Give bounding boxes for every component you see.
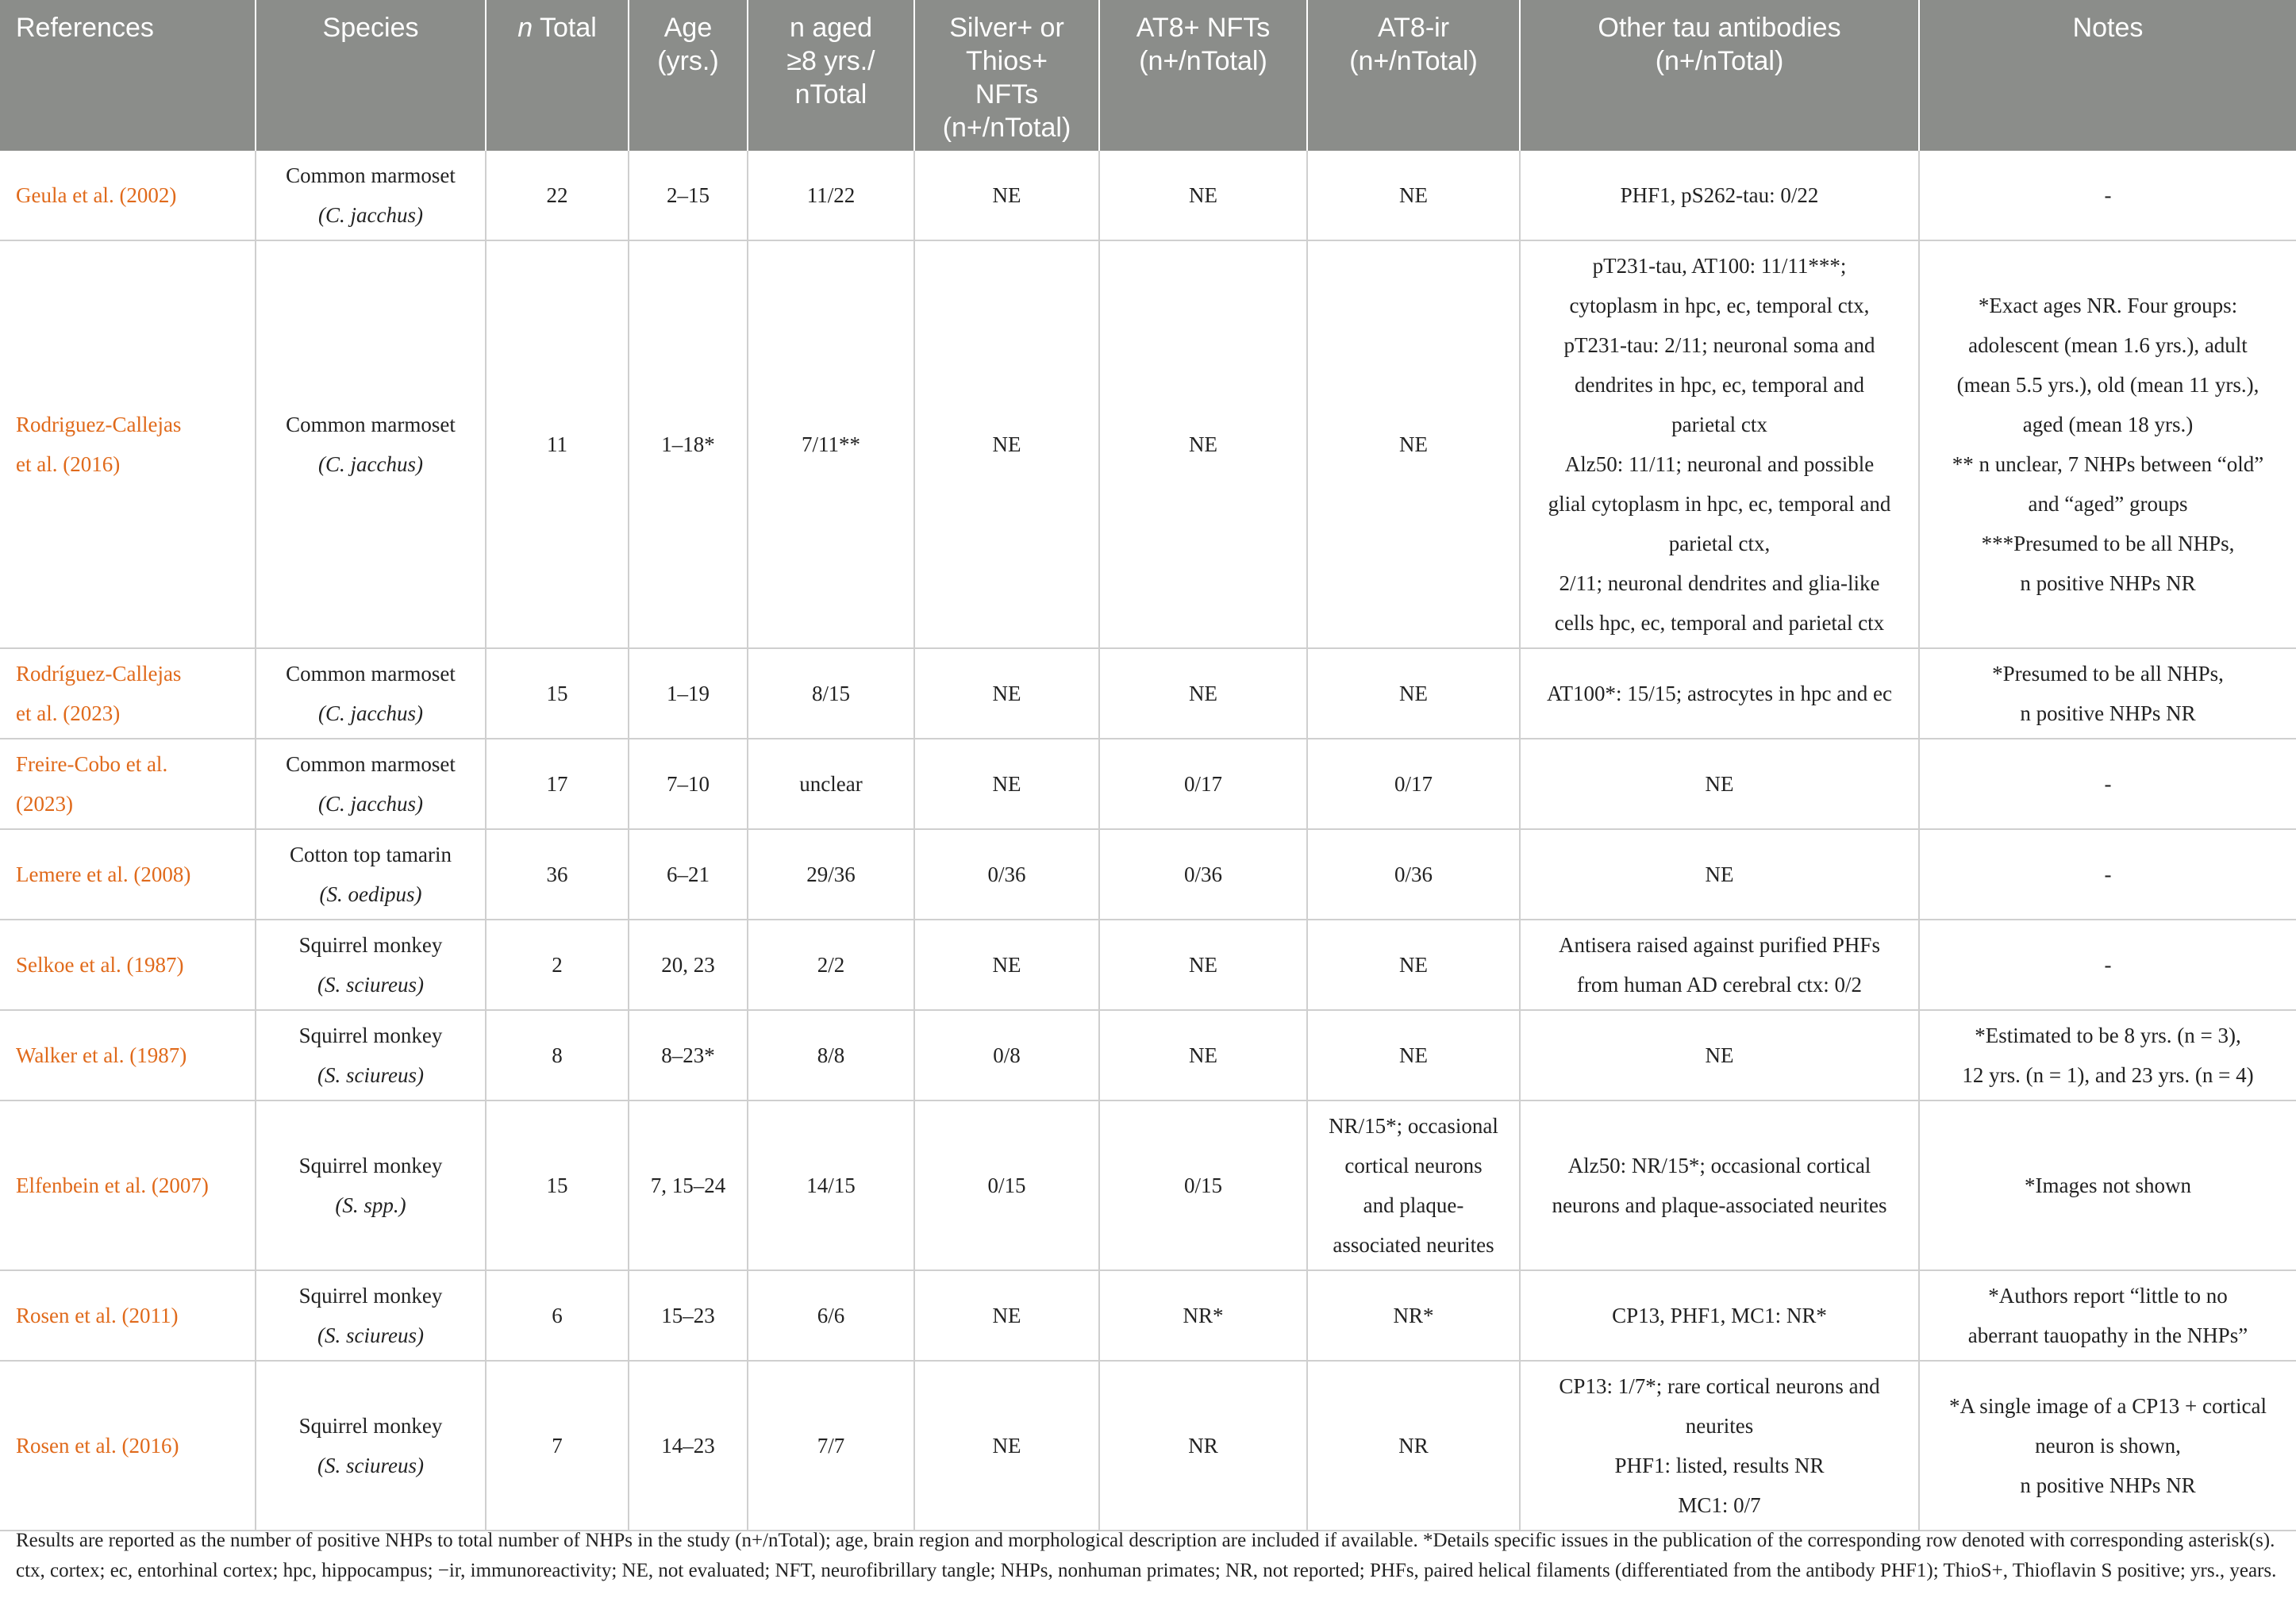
n-total-cell: 22 — [486, 151, 629, 240]
table-row — [0, 648, 2296, 739]
age-cell: 8–23* — [629, 1010, 748, 1101]
species-common-name: Common marmoset — [286, 662, 456, 686]
species-cell — [256, 240, 486, 648]
table-row — [0, 1010, 2296, 1101]
header-n-total-rest: Total — [533, 13, 597, 43]
at8-nfts-cell: NR* — [1099, 1270, 1307, 1361]
table-row — [0, 829, 2296, 920]
at8-nfts-cell: NE — [1099, 648, 1307, 739]
header-species: Species — [256, 0, 486, 151]
age-cell: 7–10 — [629, 739, 748, 829]
species-cell — [256, 1361, 486, 1531]
other-tau-cell: PHF1, pS262-tau: 0/22 — [1520, 151, 1919, 240]
at8-ir-cell: NE — [1307, 648, 1520, 739]
notes-cell: *Exact ages NR. Four groups: adolescent (mean 1.6 yrs.), adult (mean 5.5 yrs.), old (mean 11 yrs.), aged (mean 18 yrs.) ** n unclear, 7 NHPs between “old” and “aged” groups ***Presumed to be all NHPs, n positive NHPs NR — [1919, 240, 2296, 648]
reference-link[interactable]: Walker et al. (1987) — [0, 1010, 256, 1101]
reference-link[interactable]: Rodríguez-Callejas et al. (2023) — [0, 648, 256, 739]
other-tau-cell: NE — [1520, 1010, 1919, 1101]
reference-link[interactable]: Elfenbein et al. (2007) — [0, 1101, 256, 1270]
n-aged-cell: 29/36 — [748, 829, 914, 920]
table-footnote: Results are reported as the number of positive NHPs to total number of NHPs in the study (n+/nTotal); age, brain region and morphological description are included if available. *Details specific issues in the publication of the corresponding row denoted with corresponding asterisk(s). ctx, cortex; ec, entorhinal cortex; hpc, hippocampus; −ir, immunoreactivity; NE, not evaluated; NFT, neurofibrillary tangle; NHPs, nonhuman primates; NR, not reported; PHFs, paired helical filaments (differentiated from the antibody PHF1); ThioS+, Thioflavin S positive; yrs., years. — [16, 1530, 2277, 1581]
species-cell — [256, 1101, 486, 1270]
n-total-cell: 7 — [486, 1361, 629, 1531]
n-aged-cell: 14/15 — [748, 1101, 914, 1270]
species-common-name: Squirrel monkey — [298, 1024, 443, 1047]
species-cell — [256, 739, 486, 829]
at8-ir-cell: NE — [1307, 920, 1520, 1010]
n-total-cell: 36 — [486, 829, 629, 920]
header-age: Age (yrs.) — [629, 0, 748, 151]
notes-cell: - — [1919, 829, 2296, 920]
species-cell — [256, 920, 486, 1010]
species-common-name: Squirrel monkey — [298, 1154, 443, 1177]
at8-ir-cell: NE — [1307, 240, 1520, 648]
at8-nfts-cell: NE — [1099, 1010, 1307, 1101]
species-cell — [256, 829, 486, 920]
age-cell: 2–15 — [629, 151, 748, 240]
header-at8-nfts: AT8+ NFTs (n+/nTotal) — [1099, 0, 1307, 151]
n-total-cell: 15 — [486, 648, 629, 739]
header-silver-thios: Silver+ or Thios+ NFTs (n+/nTotal) — [914, 0, 1099, 151]
n-total-cell: 8 — [486, 1010, 629, 1101]
species-common-name: Cotton top tamarin — [290, 843, 452, 866]
table-row — [0, 920, 2296, 1010]
species-latin-name: (C. jacchus) — [318, 792, 423, 816]
species-common-name: Common marmoset — [286, 413, 456, 436]
reference-link[interactable]: Selkoe et al. (1987) — [0, 920, 256, 1010]
species-latin-name: (S. sciureus) — [317, 1323, 424, 1347]
age-cell: 1–19 — [629, 648, 748, 739]
n-total-cell: 2 — [486, 920, 629, 1010]
notes-cell: *Estimated to be 8 yrs. (n = 3), 12 yrs. (n = 1), and 23 yrs. (n = 4) — [1919, 1010, 2296, 1101]
notes-cell: *A single image of a CP13 + cortical neuron is shown, n positive NHPs NR — [1919, 1361, 2296, 1531]
n-total-cell: 11 — [486, 240, 629, 648]
age-cell: 15–23 — [629, 1270, 748, 1361]
header-at8-ir: AT8-ir (n+/nTotal) — [1307, 0, 1520, 151]
notes-cell: *Presumed to be all NHPs, n positive NHPs NR — [1919, 648, 2296, 739]
n-aged-cell: 2/2 — [748, 920, 914, 1010]
at8-ir-cell: NR — [1307, 1361, 1520, 1531]
reference-link[interactable]: Geula et al. (2002) — [0, 151, 256, 240]
silver-thios-cell: NE — [914, 151, 1099, 240]
n-total-cell: 6 — [486, 1270, 629, 1361]
species-latin-name: (S. oedipus) — [319, 882, 422, 906]
n-aged-cell: unclear — [748, 739, 914, 829]
notes-cell: *Authors report “little to no aberrant tauopathy in the NHPs” — [1919, 1270, 2296, 1361]
other-tau-cell: NE — [1520, 739, 1919, 829]
at8-nfts-cell: 0/15 — [1099, 1101, 1307, 1270]
other-tau-cell: CP13: 1/7*; rare cortical neurons and neurites PHF1: listed, results NR MC1: 0/7 — [1520, 1361, 1919, 1531]
at8-ir-cell: NE — [1307, 1010, 1520, 1101]
n-total-cell: 17 — [486, 739, 629, 829]
silver-thios-cell: NE — [914, 1361, 1099, 1531]
table-row — [0, 151, 2296, 240]
table-row — [0, 1270, 2296, 1361]
silver-thios-cell: NE — [914, 920, 1099, 1010]
n-aged-cell: 11/22 — [748, 151, 914, 240]
species-cell — [256, 151, 486, 240]
species-cell — [256, 648, 486, 739]
species-latin-name: (C. jacchus) — [318, 701, 423, 725]
table-body — [0, 151, 2296, 1531]
header-notes: Notes — [1919, 0, 2296, 151]
reference-link[interactable]: Rosen et al. (2011) — [0, 1270, 256, 1361]
reference-link[interactable]: Freire-Cobo et al. (2023) — [0, 739, 256, 829]
header-n-total — [486, 0, 629, 151]
notes-cell: - — [1919, 920, 2296, 1010]
n-aged-cell: 7/7 — [748, 1361, 914, 1531]
silver-thios-cell: 0/8 — [914, 1010, 1099, 1101]
species-cell — [256, 1270, 486, 1361]
at8-ir-cell: NE — [1307, 151, 1520, 240]
n-aged-cell: 8/8 — [748, 1010, 914, 1101]
age-cell: 6–21 — [629, 829, 748, 920]
species-common-name: Common marmoset — [286, 163, 456, 187]
at8-nfts-cell: 0/17 — [1099, 739, 1307, 829]
other-tau-cell: Antisera raised against purified PHFs from human AD cerebral ctx: 0/2 — [1520, 920, 1919, 1010]
species-latin-name: (C. jacchus) — [318, 452, 423, 476]
silver-thios-cell: NE — [914, 739, 1099, 829]
silver-thios-cell: NE — [914, 1270, 1099, 1361]
at8-nfts-cell: 0/36 — [1099, 829, 1307, 920]
silver-thios-cell: NE — [914, 240, 1099, 648]
age-cell: 20, 23 — [629, 920, 748, 1010]
species-latin-name: (C. jacchus) — [318, 203, 423, 227]
at8-ir-cell: 0/36 — [1307, 829, 1520, 920]
other-tau-cell: CP13, PHF1, MC1: NR* — [1520, 1270, 1919, 1361]
species-latin-name: (S. sciureus) — [317, 1454, 424, 1477]
other-tau-cell: AT100*: 15/15; astrocytes in hpc and ec — [1520, 648, 1919, 739]
header-n-total-italic: n — [517, 13, 533, 43]
species-latin-name: (S. sciureus) — [317, 1063, 424, 1087]
notes-cell: - — [1919, 739, 2296, 829]
species-common-name: Squirrel monkey — [298, 1284, 443, 1308]
reference-link[interactable]: Lemere et al. (2008) — [0, 829, 256, 920]
n-aged-cell: 7/11** — [748, 240, 914, 648]
header-n-aged: n aged ≥8 yrs./ nTotal — [748, 0, 914, 151]
age-cell: 1–18* — [629, 240, 748, 648]
species-latin-name: (S. spp.) — [335, 1193, 406, 1217]
species-common-name: Squirrel monkey — [298, 933, 443, 957]
at8-nfts-cell: NE — [1099, 240, 1307, 648]
at8-ir-cell: 0/17 — [1307, 739, 1520, 829]
species-cell — [256, 1010, 486, 1101]
table-row — [0, 240, 2296, 648]
species-latin-name: (S. sciureus) — [317, 973, 424, 997]
header-references: References — [0, 0, 256, 151]
at8-ir-cell: NR/15*; occasional cortical neurons and plaque- associated neurites — [1307, 1101, 1520, 1270]
age-cell: 14–23 — [629, 1361, 748, 1531]
at8-nfts-cell: NR — [1099, 1361, 1307, 1531]
notes-cell: - — [1919, 151, 2296, 240]
n-total-cell: 15 — [486, 1101, 629, 1270]
other-tau-cell: NE — [1520, 829, 1919, 920]
header-other-tau: Other tau antibodies (n+/nTotal) — [1520, 0, 1919, 151]
table-header — [0, 0, 2296, 151]
reference-link[interactable]: Rodriguez-Callejas et al. (2016) — [0, 240, 256, 648]
n-aged-cell: 6/6 — [748, 1270, 914, 1361]
silver-thios-cell: 0/36 — [914, 829, 1099, 920]
species-common-name: Squirrel monkey — [298, 1414, 443, 1438]
at8-ir-cell: NR* — [1307, 1270, 1520, 1361]
table-row — [0, 1361, 2296, 1531]
species-common-name: Common marmoset — [286, 752, 456, 776]
table-row — [0, 739, 2296, 829]
notes-cell: *Images not shown — [1919, 1101, 2296, 1270]
table-row — [0, 1101, 2296, 1270]
n-aged-cell: 8/15 — [748, 648, 914, 739]
at8-nfts-cell: NE — [1099, 920, 1307, 1010]
age-cell: 7, 15–24 — [629, 1101, 748, 1270]
other-tau-cell: pT231-tau, AT100: 11/11***; cytoplasm in hpc, ec, temporal ctx, pT231-tau: 2/11; neuronal soma and dendrites in hpc, ec, temporal and parietal ctx Alz50: 11/11; neuronal and possible glial cytoplasm in hpc, ec, temporal and parietal ctx, 2/11; neuronal dendrites and glia-like cells hpc, ec, temporal and parietal ctx — [1520, 240, 1919, 648]
at8-nfts-cell: NE — [1099, 151, 1307, 240]
reference-link[interactable]: Rosen et al. (2016) — [0, 1361, 256, 1531]
header-row — [0, 0, 2296, 151]
silver-thios-cell: NE — [914, 648, 1099, 739]
other-tau-cell: Alz50: NR/15*; occasional cortical neurons and plaque-associated neurites — [1520, 1101, 1919, 1270]
silver-thios-cell: 0/15 — [914, 1101, 1099, 1270]
